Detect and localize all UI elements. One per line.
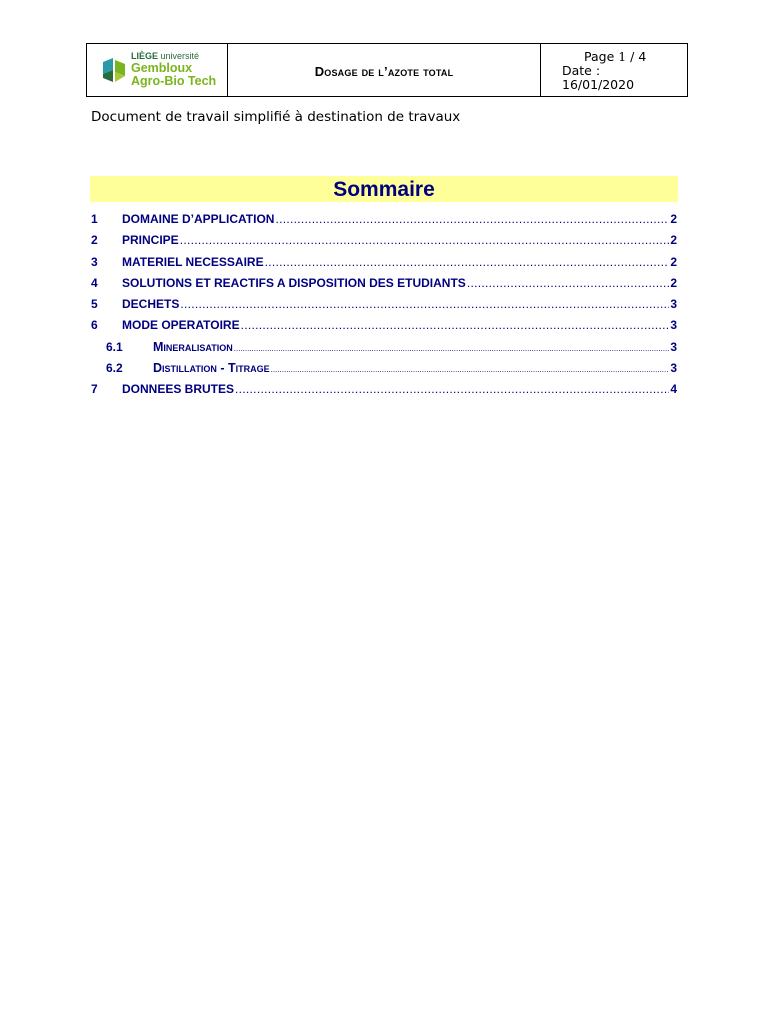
toc-entry-page: 3: [670, 297, 677, 312]
logo-mark-icon: [101, 56, 127, 84]
toc-entry-label: Mineralisation: [153, 339, 233, 354]
university-logo: [87, 52, 227, 88]
toc-entry-label: DECHETS: [122, 297, 180, 312]
toc-entry-label: DOMAINE D’APPLICATION: [122, 212, 275, 226]
toc-entry-page: 4: [670, 382, 677, 397]
date-value: 16/01/2020: [562, 76, 635, 92]
document-title: Dosage de l’azote total: [314, 63, 454, 79]
toc-entry-page: 3: [670, 339, 677, 354]
toc-entry-label: MATERIEL NECESSAIRE: [122, 254, 264, 269]
toc-entry-label: PRINCIPE: [122, 233, 179, 248]
toc-entry-page: 3: [670, 318, 677, 333]
toc-entry-number: 5: [91, 297, 98, 312]
logo-line-agro-bio-tech: Agro-Bio Tech: [131, 73, 217, 88]
document-header: [86, 43, 688, 97]
toc-dot-leader: [234, 340, 670, 354]
table-of-contents: [91, 212, 677, 404]
toc-entry[interactable]: [91, 340, 677, 361]
page-current: 1: [618, 48, 627, 64]
page-indicator: Page 1 / 4: [584, 48, 647, 64]
date-label: Date :: [562, 62, 601, 78]
toc-entry-page: 2: [670, 212, 677, 226]
logo-line-university: LIÈGE université: [131, 51, 200, 62]
toc-dot-leader: [235, 382, 669, 396]
toc-entry-page: 2: [670, 275, 677, 290]
toc-entry[interactable]: [91, 361, 677, 382]
document-subtitle: Document de travail simplifié à destination de travaux: [91, 109, 461, 125]
toc-entry[interactable]: [91, 255, 677, 276]
meta-cell: [541, 44, 688, 97]
toc-entry-number: 1: [91, 212, 98, 226]
toc-entry-number: 4: [91, 275, 98, 290]
toc-dot-leader: [241, 318, 670, 332]
toc-entry-number: 6: [91, 318, 98, 333]
toc-dot-leader: [467, 276, 670, 290]
toc-entry-label: SOLUTIONS ET REACTIFS A DISPOSITION DES ETUDIANTS: [122, 275, 466, 290]
toc-entry-number: 6.2: [106, 361, 123, 376]
toc-entry-number: 6.1: [106, 339, 123, 354]
toc-dot-leader: [271, 361, 670, 375]
toc-entry-number: 2: [91, 233, 98, 248]
toc-entry-label: Distillation - Titrage: [153, 361, 270, 376]
toc-dot-leader: [180, 297, 669, 311]
toc-entry-label: DONNEES BRUTES: [122, 382, 235, 397]
toc-entry[interactable]: [91, 318, 677, 339]
toc-entry[interactable]: [91, 233, 677, 254]
toc-entry[interactable]: [91, 382, 677, 403]
toc-heading: Sommaire: [90, 176, 678, 202]
toc-dot-leader: [275, 212, 669, 226]
toc-entry[interactable]: [91, 276, 677, 297]
logo-cell: [87, 44, 228, 97]
toc-dot-leader: [265, 255, 670, 269]
toc-entry-number: 3: [91, 254, 98, 269]
title-cell: [228, 44, 541, 97]
toc-entry[interactable]: [91, 297, 677, 318]
page-total: 4: [638, 48, 647, 64]
logo-line-gembloux: Gembloux: [131, 60, 193, 75]
toc-dot-leader: [180, 233, 670, 247]
toc-entry-page: 2: [670, 254, 677, 269]
toc-entry-page: 2: [670, 233, 677, 248]
toc-entry-page: 3: [670, 361, 677, 376]
toc-entry[interactable]: [91, 212, 677, 233]
toc-entry-number: 7: [91, 382, 98, 397]
toc-entry-label: MODE OPERATOIRE: [122, 318, 240, 333]
